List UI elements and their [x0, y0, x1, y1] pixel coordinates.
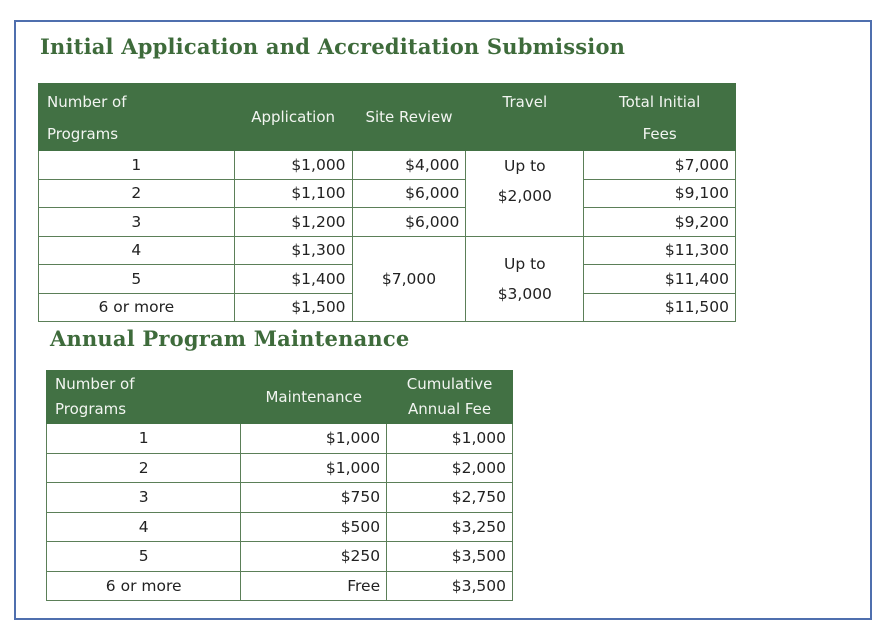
maintenance-cell: $750 — [241, 483, 387, 513]
cumulative-cell: $3,500 — [387, 571, 513, 601]
header-application: Application — [234, 84, 352, 151]
site-review-cell: $6,000 — [352, 179, 466, 208]
header-text: Programs — [47, 125, 119, 143]
travel-cell — [466, 151, 584, 237]
initial-fees-table — [38, 83, 736, 322]
table-row — [39, 179, 736, 208]
programs-cell: 2 — [39, 179, 235, 208]
application-cell: $1,300 — [234, 236, 352, 265]
table-row — [47, 571, 513, 601]
maintenance-cell: Free — [241, 571, 387, 601]
header-text: Fees — [642, 125, 677, 143]
initial-fees-title: Initial Application and Accreditation Submission — [40, 34, 626, 59]
application-cell: $1,500 — [234, 293, 352, 322]
programs-cell: 3 — [47, 483, 241, 513]
maintenance-cell: $500 — [241, 512, 387, 542]
total-cell: $11,500 — [584, 293, 736, 322]
header-maintenance: Maintenance — [241, 371, 387, 424]
programs-cell: 6 or more — [47, 571, 241, 601]
header-text: Programs — [55, 400, 127, 418]
cumulative-cell: $2,750 — [387, 483, 513, 513]
cumulative-cell: $1,000 — [387, 424, 513, 454]
programs-cell: 3 — [39, 208, 235, 237]
header-text: Number of — [47, 93, 127, 111]
site-review-cell: $6,000 — [352, 208, 466, 237]
total-cell: $9,100 — [584, 179, 736, 208]
header-number-of-programs — [39, 84, 235, 151]
header-text: Total Initial — [618, 93, 701, 111]
table-row — [39, 208, 736, 237]
travel-text: Up to — [503, 254, 546, 273]
table-row — [47, 424, 513, 454]
programs-cell: 5 — [47, 542, 241, 572]
application-cell: $1,000 — [234, 151, 352, 180]
table-row — [47, 512, 513, 542]
application-cell: $1,400 — [234, 265, 352, 294]
header-text: Cumulative — [406, 375, 493, 393]
travel-text: Up to — [503, 157, 546, 175]
cumulative-cell: $3,250 — [387, 512, 513, 542]
annual-maintenance-title: Annual Program Maintenance — [50, 326, 410, 351]
annual-header-row — [47, 371, 513, 424]
maintenance-cell: $1,000 — [241, 453, 387, 483]
programs-cell: 2 — [47, 453, 241, 483]
table-row — [47, 542, 513, 572]
programs-cell: 6 or more — [39, 293, 235, 322]
total-cell: $11,400 — [584, 265, 736, 294]
header-cumulative-annual-fee — [387, 371, 513, 424]
programs-cell: 4 — [47, 512, 241, 542]
travel-text: $3,000 — [497, 284, 552, 303]
table-row — [39, 151, 736, 180]
travel-text: $2,000 — [497, 187, 552, 205]
table-row — [47, 483, 513, 513]
header-total-initial-fees — [584, 84, 736, 151]
maintenance-cell: $1,000 — [241, 424, 387, 454]
table-row — [47, 453, 513, 483]
site-review-cell: $4,000 — [352, 151, 466, 180]
programs-cell: 1 — [47, 424, 241, 454]
cumulative-cell: $2,000 — [387, 453, 513, 483]
cumulative-cell: $3,500 — [387, 542, 513, 572]
programs-cell: 5 — [39, 265, 235, 294]
site-review-merged-cell: $7,000 — [352, 236, 466, 322]
maintenance-cell: $250 — [241, 542, 387, 572]
header-text: Number of — [55, 375, 135, 393]
header-travel: Travel — [466, 84, 584, 151]
programs-cell: 1 — [39, 151, 235, 180]
header-site-review: Site Review — [352, 84, 466, 151]
initial-header-row — [39, 84, 736, 151]
header-text: Annual Fee — [407, 400, 492, 418]
total-cell: $7,000 — [584, 151, 736, 180]
annual-maintenance-table — [46, 370, 513, 601]
header-number-of-programs — [47, 371, 241, 424]
total-cell: $9,200 — [584, 208, 736, 237]
programs-cell: 4 — [39, 236, 235, 265]
application-cell: $1,100 — [234, 179, 352, 208]
travel-cell — [466, 236, 584, 322]
total-cell: $11,300 — [584, 236, 736, 265]
application-cell: $1,200 — [234, 208, 352, 237]
table-row — [39, 236, 736, 265]
